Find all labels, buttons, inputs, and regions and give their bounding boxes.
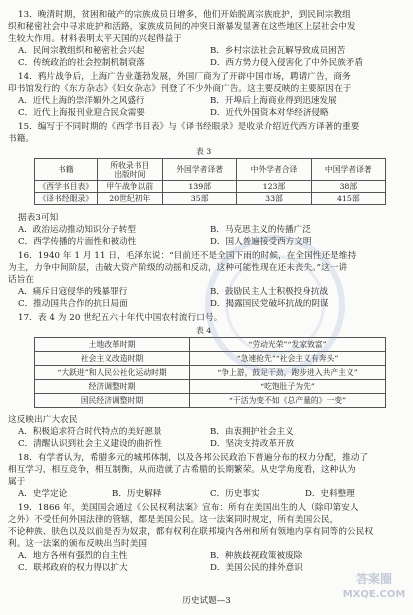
table-3-cell: 139部 [163,181,237,193]
q13-line-3: 生较大作用。材料表明太平天国的兴起得益于 [8,34,182,44]
table-4-period-cell: 国民经济调整时期 [35,394,190,408]
table-3-header-cell: 中外学者合译 [237,159,311,181]
q19-line-3: 不论种族、肤色以及以前是否为奴隶，都有权利在联邦境内各州和所有领地内享有同等的公民权 [8,527,374,537]
table-4-slogan-cell: “急速抢先”“社会主义有奔头” [190,352,386,366]
q17-stem: 这反映出广大农民 [8,415,78,425]
q15-stem: 据表3可知 [18,213,59,223]
q18-option-c: C．历史事实 [210,489,260,499]
table-3-cell: 《译书经眼录》 [35,193,98,205]
q17-option-b: B．由衷拥护社会主义 [210,427,294,437]
q19-line-2: 之外）不受任何外国法律的管辖，都是美国公民。这一法案同时规定，所有美国公民， [8,515,339,525]
table-4-period-cell: “大跃进”和人民公社化运动时期 [35,366,190,380]
table-3-cell: 33部 [237,193,311,205]
q14-option-d: D．近代外国资本对华经济侵略 [210,108,329,118]
q16-option-d: D．揭露国民党破坏抗战的阴谋 [210,299,329,309]
q16-line-2: 为主，力争中间阶层，击破大资产阶级的动摇和反动，这种可能性现在还未丧失。”这一讲 [8,263,348,273]
q16-line-3: 话旨在 [8,275,35,285]
q19-line-1: 19．1866 年，美国国会通过《公民权利法案》宣布：所有在美国出生的人（除印第安人 [18,503,359,513]
q18-option-b: B．历史解释 [112,489,162,499]
q15-line-1: 15．编写于不同时期的《西学书目表》与《译书经眼录》是收录介绍近代西方译著的重要 [18,122,360,132]
q19-option-c: C．联邦政府的权力得以扩大 [18,563,128,573]
table-4-slogan-cell: “干活为变不如《总产量的》一变” [190,394,386,408]
q18-option-a: A．史学定论 [18,489,68,499]
q18-line-2: 相互学习，相互竞争，相互制衡，从而造就了古希腊的长期繁荣。从史学角度看，这种认为 [8,465,356,475]
q13-option-c: C．传统政治的社会控制机制衰落 [18,58,145,68]
table-4-slogan-cell: “劳动光荣”“发家致富” [190,338,386,352]
q16-option-a: A．痛斥日寇侵华的残暴罪行 [18,287,128,297]
q19-option-b: B．种族歧视政策被废除 [210,551,303,561]
site-logo-line-2: MXQE.COM [342,589,406,600]
table-3-caption: 表 3 [196,147,212,156]
q17-line-1: 17．表 4 为 20 世纪五六十年代中国农村流行口号。 [18,313,223,323]
table-4-slogan-cell: “吃饱肚子为先” [190,380,386,394]
table-4-caption: 表 4 [196,326,212,335]
q15-option-c: C．西学传播的片面性和被动性 [18,237,137,247]
table-3-cell: 20世纪初年 [97,193,162,205]
q16-line-1: 16．1940 年 1 月 11 日，毛泽东说：“目前还不是全国下雨的时候，在全国性还是维持 [18,251,357,261]
table-4-period-cell: 社会主义改造时期 [35,352,190,366]
table-3-cell: 38部 [311,181,385,193]
q13-option-b: B．乡村宗法社会瓦解导致成员困苦 [210,46,346,56]
q17-option-c: C．清醒认识到社会主义建设的曲折性 [18,439,163,449]
q16-option-b: B．鼓励民主人士积极投身抗战 [210,287,329,297]
q18-option-d: D．史料整理 [305,489,355,499]
q15-option-d: D．国人普遍接受西方文明 [210,237,312,247]
q14-line-1: 14．鸦片战争后，上海广告业蓬勃发展，外国厂商为了开辟中国市场，聘请广告，商务 [18,72,351,82]
table-3 [34,158,386,205]
q18-line-1: 18．有学者认为，希腊多元的城邦体制，以及各邦公民政治下普遍分布的权力分配，推动了 [18,453,369,463]
site-logo-mark [339,571,409,611]
table-3-header-cell: 书籍 [35,159,98,181]
q13-line-1: 13．晚清时期，贫困和破产的宗族成员日增多，他们开始脱离宗族庇护，到民间宗教组 [18,10,351,20]
q19-option-a: A．地方各州有强烈的自主性 [18,551,128,561]
table-4-period-cell: 经济调整时期 [35,380,190,394]
q17-option-d: D．坚决支持改革开放 [210,439,295,449]
q16-option-c: C．推动国共合作的抗日局面 [18,299,128,309]
table-3-cell: 甲午战争以前 [97,181,162,193]
q15-option-a: A．政治运动推动知识分子转型 [18,225,136,235]
table-4 [34,337,386,408]
table-4-slogan-cell: “争上游，鼓足干劲，跑步进入共产主义” [190,366,386,380]
table-3-cell: 415部 [311,193,385,205]
site-logo-line-1: 答案圈 [355,572,392,586]
table-3-header-cell: 中国学者译著 [311,159,385,181]
q15-line-2: 书籍。 [8,134,35,144]
q14-option-c: C．近代上海报刊业迎合民众需要 [18,108,145,118]
q15-option-b: B．马克思主义的传播广泛 [210,225,311,235]
q14-option-a: A．近代上海的崇洋媚外之风盛行 [18,96,145,106]
q19-option-d: D．美国公民的排外意识 [210,563,303,573]
q13-option-d: D．西方势力侵入侵害化了中外民族矛盾 [210,58,363,68]
watermark-seal-inner-icon [225,255,325,355]
table-3-cell: 35部 [163,193,237,205]
table-3-cell: 123部 [237,181,311,193]
page-footer: 历史试题—3 [182,596,231,606]
table-4-period-cell: 土地改革时期 [35,338,190,352]
q19-line-4: 利。这一法案的颁布反映出当时美国 [8,539,148,549]
table-3-header-cell: 外国学者译著 [163,159,237,181]
table-3-header-cell: 所收录书目 出版时间 [97,159,162,181]
q13-option-a: A．民间宗教组织和秘密社会兴起 [18,46,145,56]
q13-line-2: 织和秘密社会中寻求庇护和活路，家族成员间的冲突日渐暴发显著在这些地区上层社会中发 [8,22,356,32]
q17-option-a: A．积极追求符合时代特点的美好愿景 [18,427,162,437]
q18-line-3: 属于 [8,477,26,487]
table-3-cell: 《西学书目表》 [35,181,98,193]
q14-option-b: B．开埠后上海商业得到迅速发展 [210,96,337,106]
q14-line-2: 印书馆发行的《东方杂志》《妇女杂志》刊登了不少外商广告。这主要反映的主要原因在于 [8,84,352,94]
